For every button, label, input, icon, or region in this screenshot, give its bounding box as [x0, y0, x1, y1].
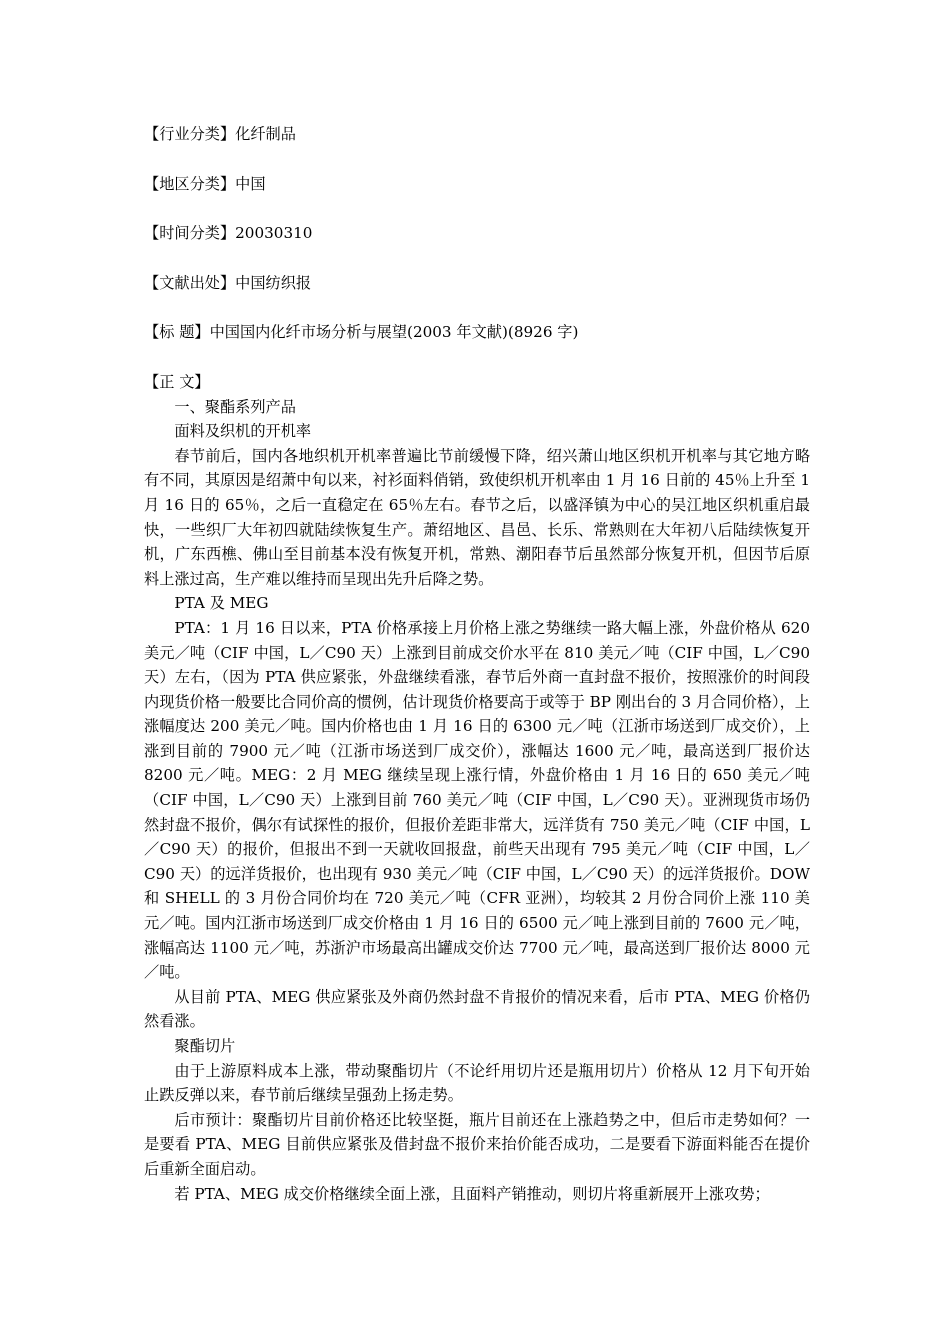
document-title: 【标 题】中国国内化纤市场分析与展望(2003 年文献)(8926 字) — [144, 323, 579, 342]
document-page — [144, 122, 810, 1206]
paragraph: 由于上游原料成本上涨，带动聚酯切片（不论纤用切片还是瓶用切片）价格从 12 月下旬开始止跌反弹以来，春节前后继续呈强劲上扬走势。 — [144, 1061, 810, 1105]
article-body — [144, 395, 810, 1207]
time-category: 【时间分类】20030310 — [144, 224, 313, 243]
subsection-heading: PTA 及 MEG — [174, 594, 269, 613]
body-label: 【正 文】 — [144, 372, 210, 391]
paragraph: 春节前后，国内各地织机开机率普遍比节前缓慢下降，绍兴萧山地区织机开机率与其它地方略有不同，其原因是绍萧中旬以来，衬衫面料俏销，致使织机开机率由 1 月 16 日前的 45％上升至 1 月 16 日的 65％，之后一直稳定在 65％左右。春节之后，以盛泽镇为中心的吴江地区织机重启最快，一些织厂大年初四就陆续恢复生产。萧绍地区、昌邑、长乐、常熟则在大年初八后陆续恢复开机，广东西樵、佛山至目前基本没有恢复开机，常熟、潮阳春节后虽然部分恢复开机，但因节后原料上涨过高，生产难以维持而呈现出先升后降之势。 — [144, 446, 810, 588]
source-reference: 【文献出处】中国纺织报 — [144, 273, 312, 292]
subsection-heading: 面料及织机的开机率 — [174, 422, 312, 441]
paragraph: 从目前 PTA、MEG 供应紧张及外商仍然封盘不肯报价的情况来看，后市 PTA、MEG 价格仍然看涨。 — [144, 987, 810, 1031]
region-category: 【地区分类】中国 — [144, 174, 266, 193]
section-heading: 一、聚酯系列产品 — [174, 397, 296, 416]
paragraph: 若 PTA、MEG 成交价格继续全面上涨，且面料产销推动，则切片将重新展开上涨攻势； — [174, 1184, 770, 1203]
subsection-heading: 聚酯切片 — [174, 1037, 236, 1055]
industry-category: 【行业分类】化纤制品 — [144, 125, 296, 143]
paragraph: PTA：1 月 16 日以来，PTA 价格承接上月价格上涨之势继续一路大幅上涨，外盘价格从 620 美元／吨（CIF 中国，L／C90 天）上涨到目前成交价水平在 810 美元／吨（CIF 中国，L／C90 天）左右，（因为 PTA 供应紧张，外盘继续看涨，春节后外商一直封盘不报价，按照涨价的时间段内现货价格一般要比合同价高的惯例，估计现货价格要高于或等于 BP 刚出台的 3 月合同价格），上涨幅度达 200 美元／吨。国内价格也由 1 月 16 日的 6300 元／吨（江浙市场送到厂成交价），上涨到目前的 7900 元／吨（江浙市场送到厂成交价），涨幅达 1600 元／吨，最高送到厂报价达 8200 元／吨。MEG：2 月 MEG 继续呈现上涨行情，外盘价格由 1 月 16 日的 650 美元／吨（CIF 中国，L／C90 天）上涨到目前 760 美元／吨（CIF 中国，L／C90 天）。亚洲现货市场仍然封盘不报价，偶尔有试探性的报价，但报价差距非常大，远洋货有 750 美元／吨（CIF 中国，L／C90 天）的报价，但报出不到一天就收回报盘，前些天出现有 795 美元／吨（CIF 中国，L／C90 天）的远洋货报价，也出现有 930 美元／吨（CIF 中国，L／C90 天）的远洋货报价。DOW 和 SHELL 的 3 月份合同价均在 720 美元／吨（CFR 亚洲），均较其 2 月份合同价上涨 110 美元／吨。国内江浙市场送到厂成交价格由 1 月 16 日的 6500 元／吨上涨到目前的 7600 元／吨，涨幅高达 1100 元／吨，苏浙沪市场最高出罐成交价达 7700 元／吨，最高送到厂报价达 8000 元／吨。 — [144, 618, 810, 982]
paragraph: 后市预计：聚酯切片目前价格还比较坚挺，瓶片目前还在上涨趋势之中，但后市走势如何？一是要看 PTA、MEG 目前供应紧张及借封盘不报价来抬价能否成功，二是要看下游面料能否在提价后重新全面启动。 — [144, 1110, 810, 1178]
